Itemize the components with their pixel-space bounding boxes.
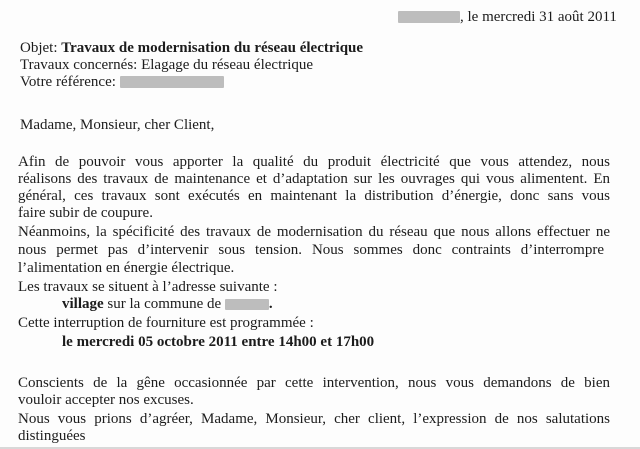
address-village: village [62, 296, 104, 312]
objet-text: Travaux de modernisation du réseau électrique [61, 40, 364, 56]
address-commune-text: sur la commune de [103, 296, 225, 312]
travaux-label: Travaux concernés: [20, 57, 138, 73]
para1-line: général, ces travaux sont exécutés en maintenant la distribution d’énergie, donc sans vous [18, 188, 610, 204]
redacted-reference [120, 76, 224, 88]
para2-line: Néanmoins, la spécificité des travaux de modernisation du réseau que nous allons effectuer ne [18, 224, 610, 240]
para3-line: vouloir accepter nos excuses. [18, 392, 194, 408]
travaux-line [20, 57, 313, 73]
para1-line: Afin de pouvoir vous apporter la qualité du produit électricité que vous attendez, nous [18, 154, 610, 170]
travaux-text: Elagage du réseau électrique [141, 57, 314, 73]
date-line [398, 9, 617, 25]
salutation: Madame, Monsieur, cher Client, [20, 117, 215, 133]
reference-label: Votre référence: [20, 74, 116, 90]
schedule-date: le mercredi 05 octobre 2011 entre 14h00 et 17h00 [62, 334, 375, 350]
para2-line: l’alimentation en énergie électrique. [18, 260, 235, 276]
address-intro: Les travaux se situent à l’adresse suivante : [18, 279, 278, 295]
closing-line: distinguées [18, 428, 86, 444]
address-line [62, 296, 273, 312]
objet-line [20, 40, 363, 56]
para1-line: réalisons des travaux de maintenance et d’adaptation sur les ouvrages qui vous alimentent. En [18, 171, 610, 187]
schedule-intro: Cette interruption de fourniture est programmée : [18, 315, 314, 331]
redacted-commune [225, 299, 269, 310]
objet-label: Objet: [20, 40, 58, 56]
address-end: . [268, 296, 273, 312]
redacted-city [398, 11, 460, 23]
date-text: , le mercredi 31 août 2011 [460, 9, 617, 25]
para2-line: nous permet pas d’intervenir sous tension. Nous sommes donc contraints d’interrompre [18, 242, 604, 258]
reference-line [20, 74, 224, 90]
closing-line: Nous vous prions d’agréer, Madame, Monsieur, cher client, l’expression de nos salutations [18, 411, 610, 427]
para1-line: faire subir de coupure. [18, 205, 153, 221]
para3-line: Conscients de la gêne occasionnée par cette intervention, nous vous demandons de bien [18, 375, 610, 391]
